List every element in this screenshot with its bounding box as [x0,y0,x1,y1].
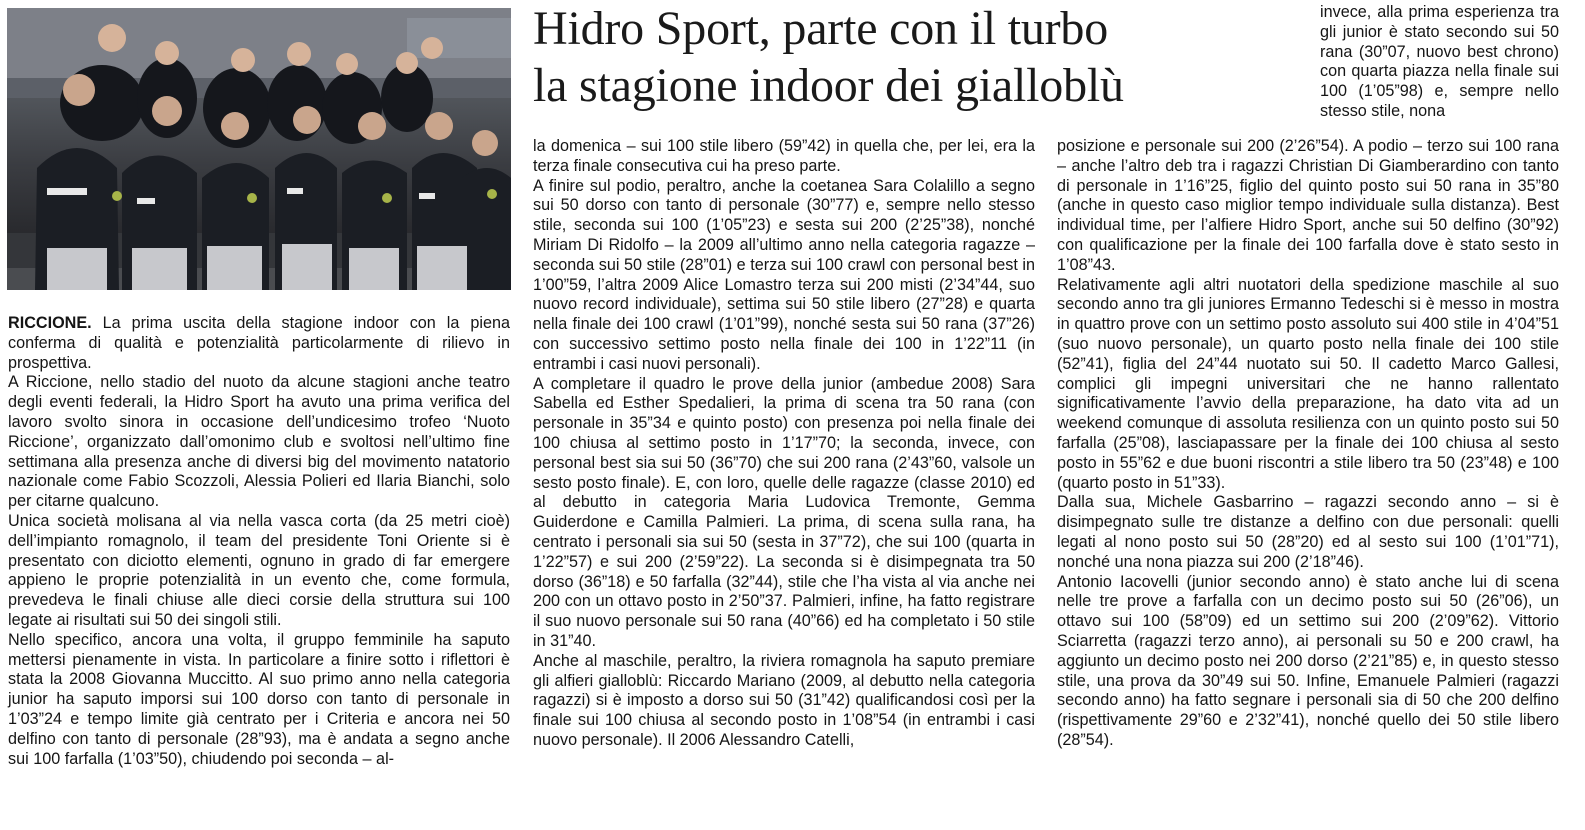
paragraph: Relativamente agli altri nuotatori della spedizione maschile al suo secondo anno tra gli juniores Ermanno Tedeschi si è messo in mostra in quattro prove con un settimo posto assoluto sui 400 stile in 4’04”51 (suo nuovo personale), un quarto posto nella finale dei 100 stile (52”41), figlia del 24”44 nuotato sui 50. Il cadetto Marco Gallesi, complici gli impegni universitari che ne hanno rallentato significativamente l’avvio della preparazione, ha dato vita ad un weekend comunque di assoluta resilienza con un quinto posto sui 50 farfalla (25”08), lasciapassare per la finale dei 100 chiusa al sesto posto in 55”62 e due buoni riscontri a stile libero tra 50 (23”48) e 100 (quarto posto in 51”33). [1057,275,1559,492]
column-1 [8,314,510,769]
article-headline [533,0,1253,114]
paragraph: A Riccione, nello stadio del nuoto da alcune stagioni anche teatro degli eventi federali, la Hidro Sport ha avuto una prima verifica del lavoro svolto sinora in occasione dell’undicesimo trofeo ‘Nuoto Riccione’, organizzato dall’omonimo club e svoltosi nell’ultimo fine settimana alla presenza anche di diversi big del movimento natatorio nazionale come Fabio Scozzoli, Alessia Polieri ed Ilaria Bianchi, solo per citarne qualcuno. [8,373,510,511]
column-2 [533,137,1035,751]
paragraph: Dalla sua, Michele Gasbarrino – ragazzi secondo anno – si è disimpegnato sulle tre distanze a delfino con due personali: quelli legati al nono posto sui 50 (28”20) ed al sesto sui 100 (1’01”71), nonché una nona piazza sui 200 (2’18”46). [1057,493,1559,571]
paragraph [8,314,510,373]
dateline: RICCIONE. [8,314,92,332]
team-photo [7,8,511,290]
headline-line-2: la stagione indoor dei gialloblù [533,59,1124,112]
column-3-top [1320,3,1559,122]
paragraph: Unica società molisana al via nella vasca corta (da 25 metri cioè) dell’impianto romagnolo, il team del presidente Toni Oriente si è presentato con diciotto elementi, ognuno in grado di far emergere appieno le proprie potenzialità in un evento che, come formula, prevedeva le finali chiuse alle dieci corsie della struttura sui 100 legate ai risultati sui 50 dei singoli stili. [8,511,510,629]
paragraph: invece, alla prima esperienza tra gli junior è stato secondo sui 50 rana (30”07, nuovo best chrono) con quarta piazza nella finale sui 100 (1’05”98) e, sempre nello stesso stile, nona [1320,3,1559,120]
team-photo-illustration [7,8,511,290]
paragraph: Nello specifico, ancora una volta, il gruppo femminile ha saputo mettersi pienamente in vista. In particolare a finire sotto i riflettori è stata la 2008 Giovanna Muccitto. Al suo primo anno nella categoria junior ha saputo imporsi sui 100 dorso con tanto di personale in 1’03”24 e tempo limite già centrato per i Criteria e ancora nei 50 delfino con tanto di personale (28”93), ma è andata a segno anche sui 100 farfalla (1’03”50), chiudendo poi seconda – al- [8,630,510,768]
paragraph: posizione e personale sui 200 (2’26”54). A podio – terzo sui 100 rana – anche l’altro deb tra i ragazzi Christian Di Giamberardino con tanto di personale in 1’16”25, figlio del quinto posto sui 50 rana in 35”80 (anche in questo caso miglior tempo individuale sulla distanza). Best individual time, per l’alfiere Hidro Sport, anche sui 50 delfino (30”92) con qualificazione per la finale dei 100 farfalla dove è stato sesto in 1’08”43. [1057,137,1559,274]
paragraph: Anche al maschile, peraltro, la riviera romagnola ha saputo premiare gli alfieri gialloblù: Riccardo Mariano (2009, al debutto nella categoria ragazzi) si è imposto a dorso sui 50 (31”42) qualificandosi così per la finale sui 100 chiusa al secondo posto in 1’08”54 (in entrambi i casi nuovo personale). Il 2006 Alessandro Catelli, [533,651,1035,749]
paragraph: A completare il quadro le prove della junior (ambedue 2008) Sara Sabella ed Esther Spedalieri, la prima di scena tra 50 rana (con personale in 35”34 e quinto posto) con presenza poi nella finale dei 100 chiusa al settimo posto in 1’17”70; la seconda, invece, con personal best sia sui 50 (36”70) che sui 200 rana (2’43”60, valsole un sesto posto finale). E, con loro, quelle delle ragazze (classe 2010) ed al debutto in categoria Maria Ludovica Tremonte, Gemma Guiderdone e Camilla Palmieri. La prima, di scena sulla rana, ha centrato i personali sia sui 50 (sesta in 37”72), che sui 100 (quarta in 1’22”57) e sui 200 (2’59”22). La seconda si è disimpegnata tra 50 dorso (36”18) e 50 farfalla (32”44), stile che l’ha vista al via anche nei 200 con un ottavo posto in 2’50”37. Palmieri, infine, ha fatto registrare il suo nuovo personale sui 50 rana (40”66) ed ha completato i 50 stile in 31”40. [533,374,1035,650]
headline-line-1: Hidro Sport, parte con il turbo [533,2,1109,55]
paragraph: la domenica – sui 100 stile libero (59”42) in quella che, per lei, era la terza finale consecutiva cui ha preso parte. [533,137,1035,175]
paragraph: Antonio Iacovelli (junior secondo anno) è stato anche lui di scena nelle tre prove a farfalla con un decimo posto sui 50 (26”06), un ottavo sui 100 (58”09) ed un settimo sui 200 (2’09”62). Vittorio Sciarretta (ragazzi terzo anno), ai personali su 50 e 200 crawl, ha aggiunto un decimo posto nei 200 dorso (2’21”85) e, in questo stesso stile, una prova da 30”49 sui 50. Infine, Emanuele Palmieri (ragazzi secondo anno) ha fatto segnare i personali sia di 50 che 200 delfino (rispettivamente 29”60 e 2’32”41), nonché quello dei 50 stile libero (28”54). [1057,572,1559,749]
column-3 [1057,137,1559,751]
paragraph: A finire sul podio, peraltro, anche la coetanea Sara Colalillo a segno sui 50 dorso con tanto di personale (30”77) e, sempre nello stesso stile, seconda sui 100 (1’05”23) e sesta sui 200 (2’25”38), nonché Miriam Di Ridolfo – la 2009 all’ultimo anno nella categoria ragazze – seconda sui 50 stile (28”01) e terza sui 100 crawl con personal best in 1’00”59, l’altra 2009 Alice Lomastro terza sui 200 misti (2’34”44, suo nuovo record individuale), settima sui 50 stile libero (27”28) e quarta nella finale dei 100 crawl (1’01”99), nonché sesta sui 50 rana (37”26) con successivo settimo posto nella finale dei 100 in 1’22”11 (in entrambi i casi nuovi personali). [533,176,1035,373]
lead-text: La prima uscita della stagione indoor con la piena conferma di qualità e potenzialità particolarmente di rilievo in prospettiva. [8,314,510,372]
